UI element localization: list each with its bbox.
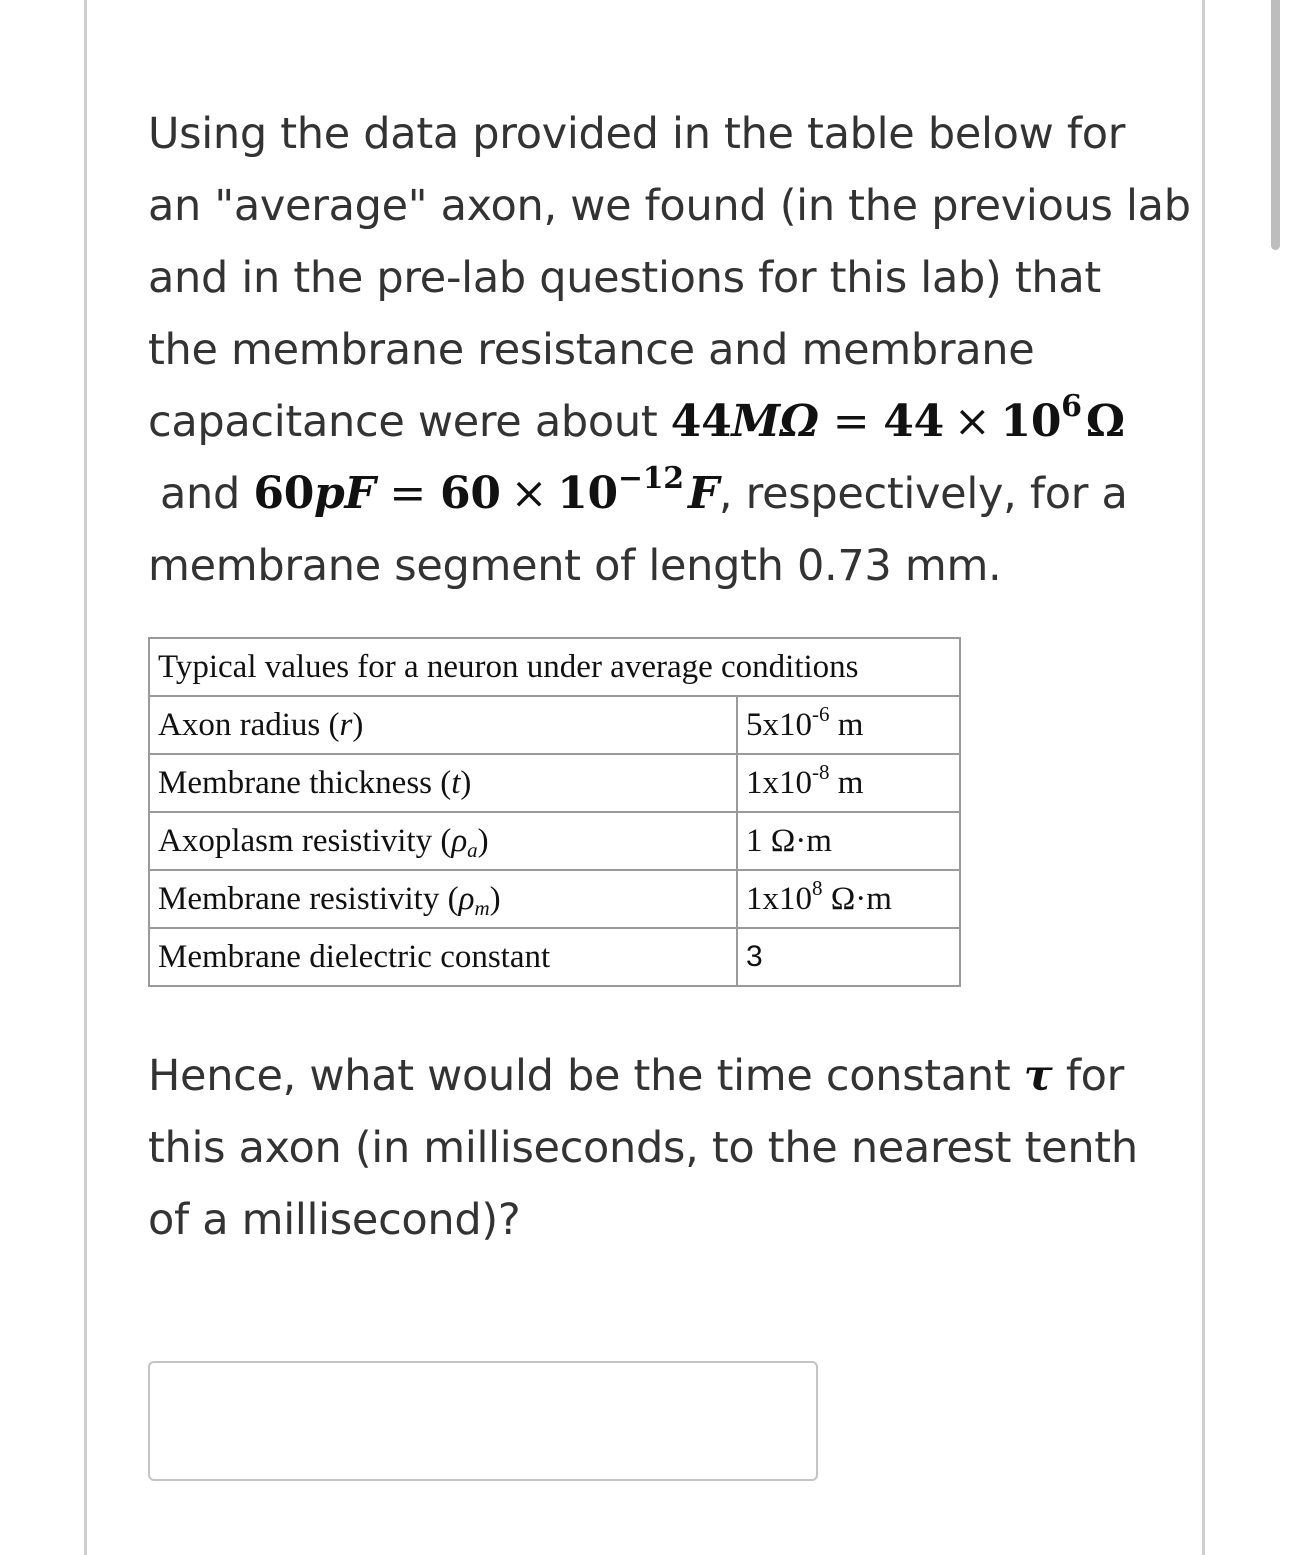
row-label: Membrane thickness (t) — [149, 754, 737, 812]
scrollbar-thumb[interactable] — [1271, 0, 1280, 250]
line-5-prefix: capacitance were about — [148, 397, 658, 447]
and-text: and — [160, 469, 240, 519]
question-line-6 — [148, 458, 1148, 530]
question-line-3: and in the pre-lab questions for this lab) that — [148, 253, 1101, 303]
row-value: $5x10^{-6}$ m — [737, 696, 960, 754]
question-line-4: the membrane resistance and membrane — [148, 325, 1035, 375]
row-label: Membrane dielectric constant — [149, 928, 737, 986]
tau-symbol: τ — [1023, 1051, 1053, 1101]
row-value: 1 Ω·m — [737, 812, 960, 870]
followup-question — [148, 1040, 1148, 1256]
table-header-row — [149, 638, 960, 696]
row-label: Axoplasm resistivity $(\rho_a)$ — [149, 812, 737, 870]
question-line-2: an "average" axon, we found (in the previous lab — [148, 181, 1191, 231]
left-frame-border — [84, 0, 87, 1555]
capacitance-formula: $60pF = 60 \times 10^{-12}$ F — [253, 461, 719, 519]
table-row — [149, 928, 960, 986]
table-header: Typical values for a neuron under average conditions — [149, 638, 960, 696]
followup-line-1: Hence, what would be the time constant τ for — [148, 1051, 1125, 1101]
followup-line-3: of a millisecond)? — [148, 1195, 521, 1245]
row-value: $1x10^{-8}$ m — [737, 754, 960, 812]
table-row — [149, 696, 960, 754]
question-line-5 — [148, 386, 1148, 458]
line-6-suffix: , respectively, for a — [718, 469, 1128, 519]
table-row — [149, 812, 960, 870]
neuron-values-table — [148, 637, 961, 987]
table-row — [149, 870, 960, 928]
row-label: Axon radius (r) — [149, 696, 737, 754]
answer-input[interactable] — [148, 1361, 818, 1481]
right-frame-border — [1202, 0, 1205, 1555]
question-text — [148, 98, 1191, 602]
followup-line-2: this axon (in milliseconds, to the nearest tenth — [148, 1123, 1138, 1173]
row-value: $1x10^8$ Ω·m — [737, 870, 960, 928]
question-line-7: membrane segment of length 0.73 mm. — [148, 541, 1002, 591]
question-line-1: Using the data provided in the table below for — [148, 109, 1126, 159]
table-row — [149, 754, 960, 812]
row-value: 3 — [737, 928, 960, 986]
resistance-formula: $44M\Omega = 44 \times 10^6$ Ω — [670, 389, 1125, 447]
row-label: Membrane resistivity $(\rho_m)$ — [149, 870, 737, 928]
